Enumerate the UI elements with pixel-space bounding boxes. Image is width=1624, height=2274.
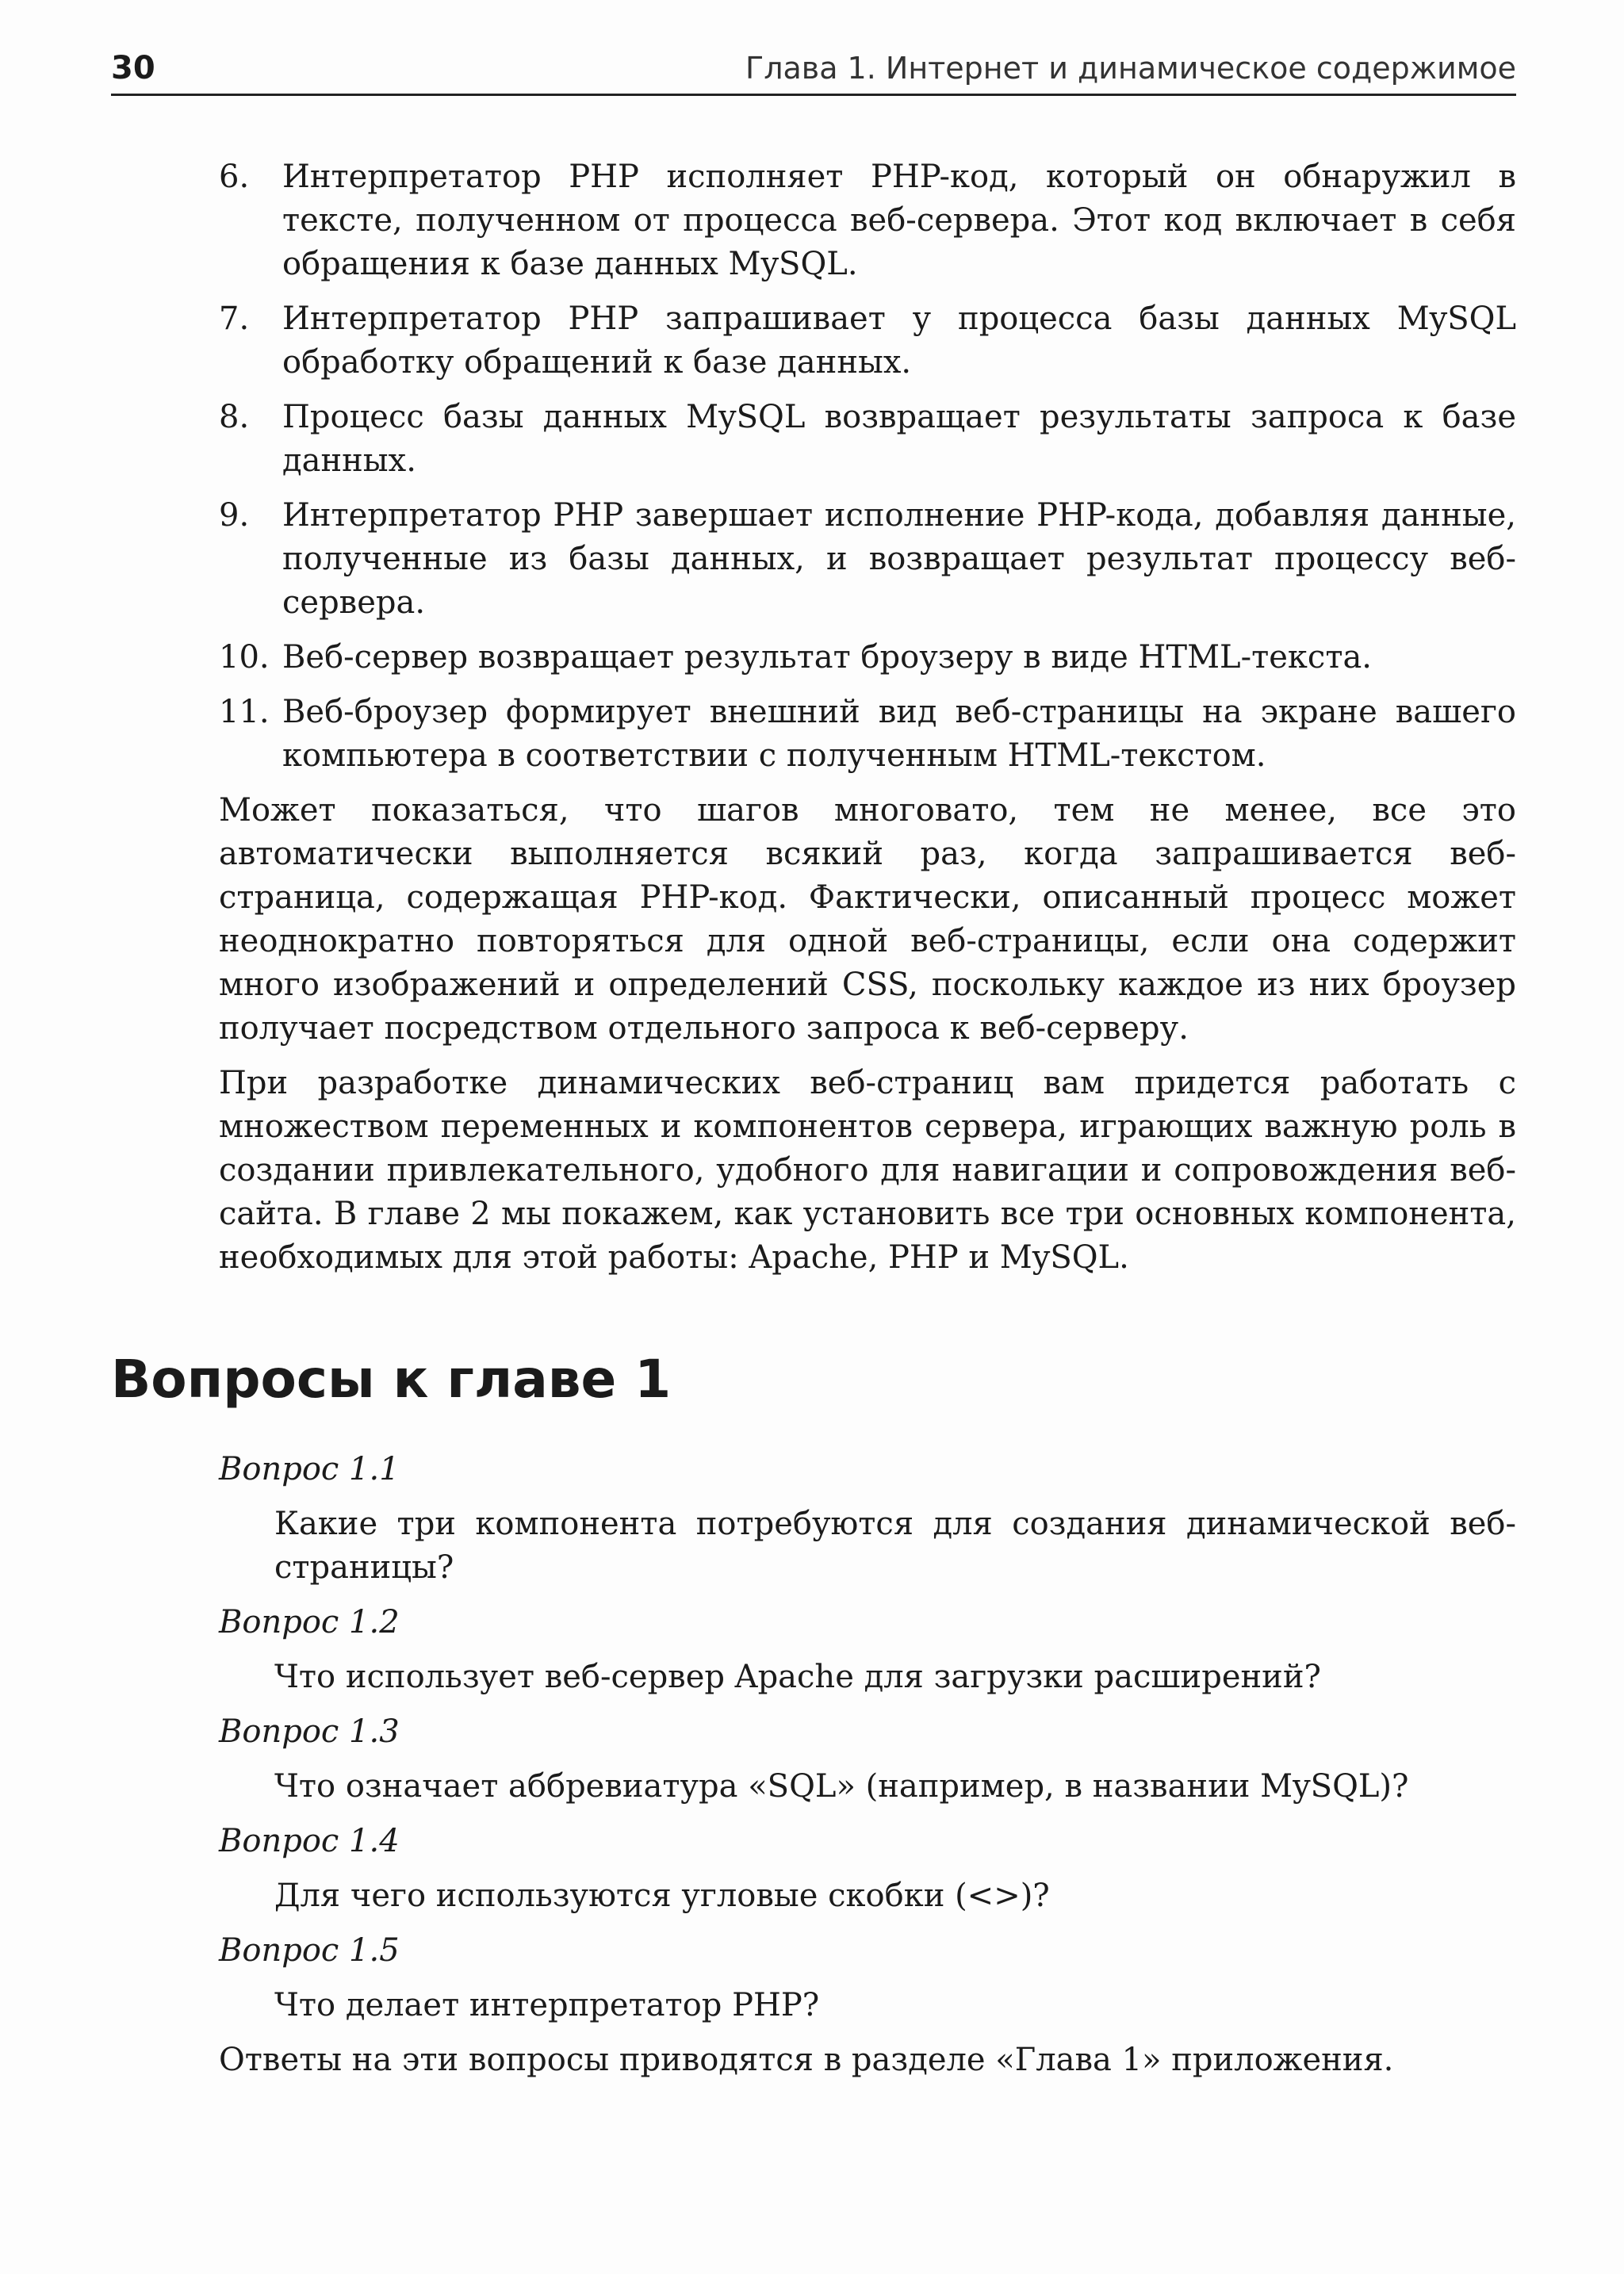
process-steps-list	[219, 155, 1516, 778]
question-text: Какие три компонента потребуются для создания динамической веб-страницы?	[274, 1506, 1516, 1586]
question-label: Вопрос 1.5	[219, 1932, 400, 1969]
list-item	[219, 691, 1516, 778]
paragraph-steps-summary: Может показаться, что шагов многовато, тем не менее, все это автоматически выполняется всякий раз, когда запрашивается веб-страница, содержащая PHP-код. Фактически, описанный процесс может неоднократно повторяться для одной веб-страницы, если она содержит много изображений и определений CSS, поскольку каждое из них броузер получает посредством отдельного запроса к веб-серверу.	[219, 792, 1516, 1047]
question-text: Что использует веб-сервер Apache для загрузки расширений?	[274, 1659, 1321, 1695]
question-text: Для чего используются угловые скобки (<>)?	[274, 1878, 1050, 1914]
step-number: 11.	[219, 694, 270, 730]
chapter-running-title: Глава 1. Интернет и динамическое содержимое	[745, 51, 1516, 86]
step-text: Интерпретатор PHP исполняет PHP-код, который он обнаружил в тексте, полученном от процесса веб-сервера. Этот код включает в себя обращения к базе данных MySQL.	[282, 159, 1516, 282]
body-text	[219, 155, 1516, 1291]
question-label: Вопрос 1.2	[219, 1604, 400, 1640]
step-text: Интерпретатор PHP запрашивает у процесса базы данных MySQL обработку обращений к базе данных.	[282, 301, 1516, 381]
list-item	[219, 297, 1516, 385]
question-label: Вопрос 1.3	[219, 1713, 400, 1750]
question-label: Вопрос 1.1	[219, 1451, 400, 1487]
list-item	[219, 396, 1516, 483]
chapter-questions	[219, 1448, 1516, 2082]
question-text: Что делает интерпретатор PHP?	[274, 1987, 820, 2023]
list-item	[219, 155, 1516, 286]
question-label: Вопрос 1.4	[219, 1823, 400, 1859]
step-number: 7.	[219, 301, 250, 337]
list-item	[219, 636, 1516, 680]
list-item	[219, 494, 1516, 625]
question-text: Что означает аббревиатура «SQL» (например, в названии MySQL)?	[274, 1768, 1409, 1805]
step-text: Веб-сервер возвращает результат броузеру в виде HTML-текста.	[282, 639, 1373, 676]
step-number: 8.	[219, 399, 250, 435]
running-header	[111, 49, 1516, 96]
step-number: 6.	[219, 159, 250, 195]
step-number: 10.	[219, 639, 270, 676]
answers-note: Ответы на эти вопросы приводятся в разделе «Глава 1» приложения.	[219, 2042, 1394, 2078]
step-text: Интерпретатор PHP завершает исполнение PHP-кода, добавляя данные, полученные из базы данных, и возвращает результат процессу веб-сервера.	[282, 497, 1516, 621]
page-number: 30	[111, 50, 155, 86]
step-text: Веб-броузер формирует внешний вид веб-страницы на экране вашего компьютера в соответствии с полученным HTML-текстом.	[282, 694, 1516, 774]
step-number: 9.	[219, 497, 250, 534]
paragraph-components-intro: При разработке динамических веб-страниц вам придется работать с множеством переменных и компонентов сервера, играющих важную роль в создании привлекательного, удобного для навигации и сопровождения веб-сайта. В главе 2 мы покажем, как установить все три основных компонента, необходимых для этой работы: Apache, PHP и MySQL.	[219, 1065, 1516, 1276]
step-text: Процесс базы данных MySQL возвращает результаты запроса к базе данных.	[282, 399, 1516, 479]
section-heading: Вопросы к главе 1	[111, 1349, 672, 1410]
